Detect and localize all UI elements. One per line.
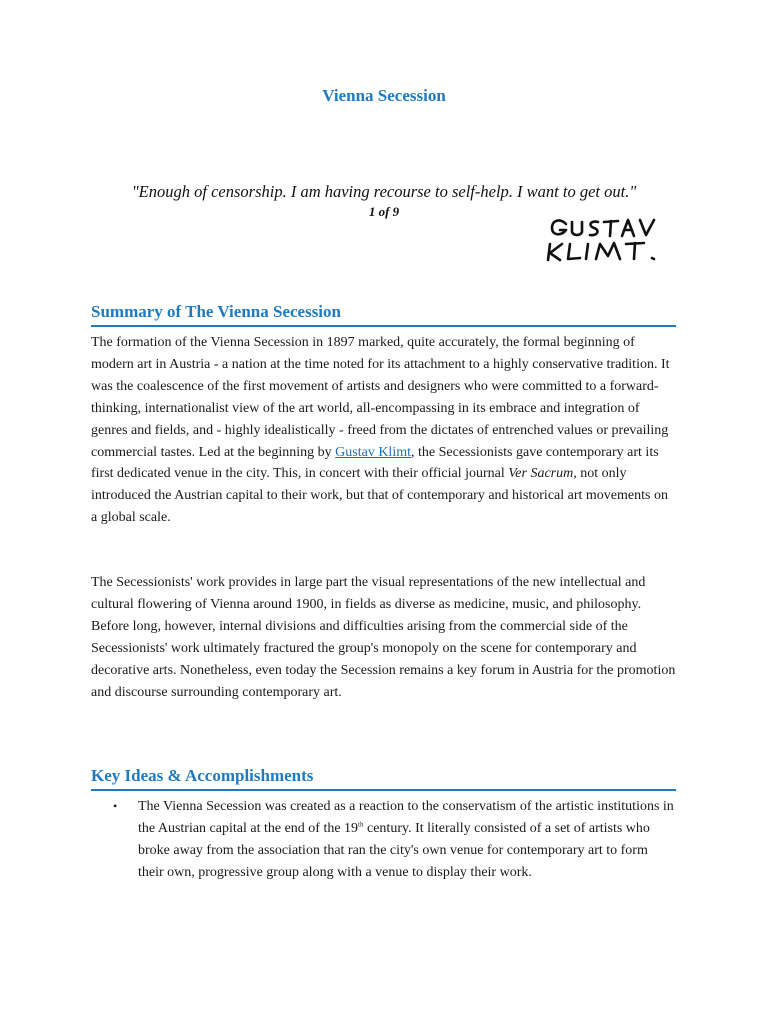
signature-text: GUSTAV KLIMT. bbox=[544, 214, 552, 215]
list-item-text-a: The Vienna Secession was created as a reaction to the conservatism of the artistic institutions in the Austrian capital at the end of the 19 bbox=[138, 799, 674, 836]
klimt-signature bbox=[544, 214, 680, 264]
summary-paragraph-1 bbox=[91, 332, 676, 529]
klimt-quote: "Enough of censorship. I am having recourse to self-help. I want to get out." bbox=[131, 182, 637, 201]
signature-image bbox=[544, 214, 680, 264]
page-title: Vienna Secession bbox=[322, 86, 446, 105]
key-ideas-heading: Key Ideas & Accomplishments bbox=[91, 766, 676, 791]
summary-paragraph-2: The Secessionists' work provides in large part the visual representations of the new intellectual and cultural flowering of Vienna around 1900, in fields as diverse as medicine, music, and philosophy. Before long, however, internal divisions and difficulties arising from the commercial side of the Secessionists' work ultimately fractured the group's monopoly on the scene for contemporary and decorative arts. Nonetheless, even today the Secession remains a key forum in Austria for the promotion and discourse surrounding contemporary art. bbox=[91, 575, 676, 700]
list-item bbox=[91, 796, 676, 884]
page-counter: 1 of 9 bbox=[368, 204, 400, 219]
bullet-icon: • bbox=[113, 799, 118, 813]
summary-text-c: , not only introduced the Austrian capital to their work, but that of contemporary and historical art movements on a global scale. bbox=[91, 466, 668, 526]
summary-heading: Summary of The Vienna Secession bbox=[91, 302, 676, 327]
ordinal-suffix: th bbox=[358, 820, 364, 829]
gustav-klimt-link[interactable]: Gustav Klimt bbox=[335, 444, 411, 460]
key-ideas-list bbox=[91, 796, 676, 884]
summary-text-b: , the Secessionists gave contemporary art its first dedicated venue in the city. This, in concert with their official journal bbox=[91, 444, 659, 482]
summary-text-a: The formation of the Vienna Secession in 1897 marked, quite accurately, the formal beginning of modern art in Austria - a nation at the time noted for its attachment to a highly conservative tradition. It was the coalescence of the first movement of artists and designers who were committed to a forward-thinking, internationalist view of the art world, all-encompassing in its embrace and integration of genres and fields, and - highly idealistically - freed from the dictates of entrenched values or prevailing commercial tastes. Led at the beginning by bbox=[91, 335, 670, 460]
ver-sacrum-title: Ver Sacrum bbox=[508, 466, 574, 482]
list-item-text-b: century. It literally consisted of a set of artists who broke away from the association that ran the city's own venue for contemporary art to form their own, progressive group along with a venue to display their work. bbox=[138, 820, 650, 880]
